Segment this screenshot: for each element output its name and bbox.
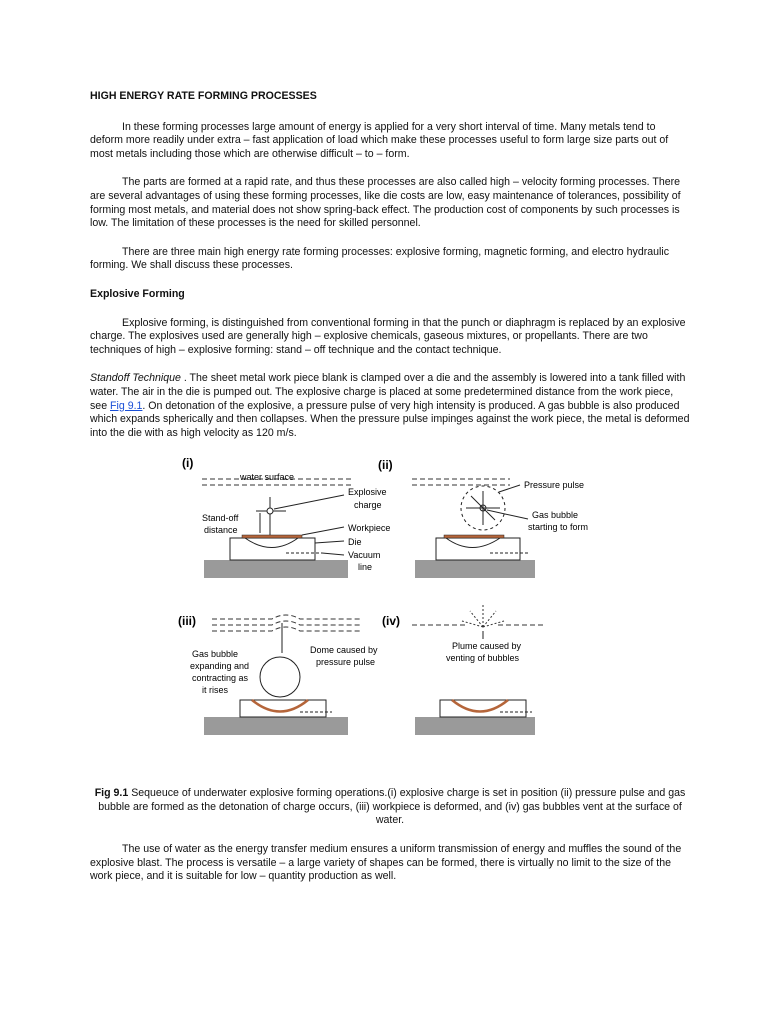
plume-label-2: venting of bubbles bbox=[446, 653, 520, 664]
leader-explosive bbox=[274, 495, 344, 509]
workpiece-label: Workpiece bbox=[348, 523, 391, 534]
die-label: Die bbox=[348, 537, 362, 548]
ground-i bbox=[204, 560, 348, 578]
intro-paragraph-3: There are three main high energy rate forming processes: explosive forming, magnetic forming, and electro hydraulic forming. We shall discuss these processes. bbox=[90, 245, 670, 272]
gb3-label-3: contracting as bbox=[192, 673, 249, 684]
figure-caption bbox=[90, 787, 690, 828]
panel-label-ii: (ii) bbox=[378, 458, 393, 473]
pulse-ray-5 bbox=[471, 496, 483, 508]
water-surface-label: water surface bbox=[240, 472, 295, 483]
ground-ii bbox=[415, 560, 535, 578]
plume-ray-2 bbox=[470, 611, 483, 627]
panel-label-i: (i) bbox=[182, 456, 194, 471]
standoff-paragraph bbox=[90, 372, 690, 440]
panel-label-iii: (iii) bbox=[178, 614, 196, 629]
dome-wave-c bbox=[212, 627, 362, 631]
fig-9-1-link[interactable]: Fig 9.1 bbox=[110, 399, 143, 412]
dome-label-1: Dome caused by bbox=[310, 645, 378, 656]
intro-paragraph-2: The parts are formed at a rapid rate, and thus these processes are also called high – velocity forming processes. There are several advantages of using these forming processes, like die costs are low, easy maintenance of tolerances, possibility of forming most metals, and material does not show spring-back effect. The production cost of components by such processes is low. The limitation of these processes is the need for skilled personnel. bbox=[90, 176, 681, 230]
plume-ray-3 bbox=[483, 611, 496, 627]
dome-label-2: pressure pulse bbox=[316, 657, 376, 668]
die-block-iv bbox=[440, 700, 526, 717]
standoff-term: Standoff Technique bbox=[90, 372, 181, 385]
standoff-label-2: distance bbox=[204, 525, 238, 536]
standoff-text-1: . The sheet metal work piece blank is clamped over a die and the assembly is lowered into a tank filled with water. The air in the die is pumped out. The explosive charge is placed at some predetermined distance from the work piece, see bbox=[90, 372, 686, 412]
section-heading: Explosive Forming bbox=[90, 287, 185, 300]
pulse-ray-6 bbox=[483, 508, 495, 520]
gb3-label-2: expanding and bbox=[190, 661, 250, 672]
leader-vacuum bbox=[322, 553, 344, 555]
gas-bubble-label-2: starting to form bbox=[528, 522, 589, 533]
dome-wave-a bbox=[212, 615, 362, 619]
gas-bubble-iii bbox=[260, 657, 300, 697]
figure-diagram bbox=[90, 455, 690, 787]
panel-label-iv: (iv) bbox=[382, 614, 400, 629]
gb3-label-1: Gas bubble bbox=[192, 649, 239, 660]
vacuum-label-2: line bbox=[358, 562, 373, 573]
pressure-pulse-label: Pressure pulse bbox=[524, 480, 585, 491]
ground-iii bbox=[204, 717, 348, 735]
plume-ray-5 bbox=[483, 621, 504, 627]
caption-text: Sequeuce of underwater explosive forming operations.(i) explosive charge is set in position (ii) pressure pulse and gas bubble are formed as the detonation of charge occurs, (iii) workpiece is deformed, and (iv) gas bubbles vent at the surface of water. bbox=[98, 787, 686, 827]
workpiece-ii bbox=[444, 535, 504, 538]
plume-label-1: Plume caused by bbox=[452, 641, 522, 652]
vacuum-label-1: Vacuum bbox=[348, 550, 381, 561]
explosive-charge-i bbox=[267, 508, 273, 514]
explosive-label-1: Explosive bbox=[348, 487, 387, 498]
standoff-text-2: . On detonation of the explosive, a pressure pulse of very high intensity is produced. A gas bubble is also produced which expands spherically and then collapses. When the pressure pulse impinges against the work piece, the metal is deformed into the die with as high velocity as 120 m/s. bbox=[90, 399, 690, 439]
workpiece-i bbox=[242, 535, 302, 538]
figure-9-1 bbox=[90, 455, 690, 787]
standoff-label-1: Stand-off bbox=[202, 513, 239, 524]
leader-die bbox=[315, 541, 344, 543]
leader-workpiece bbox=[302, 527, 344, 535]
caption-label: Fig 9.1 bbox=[94, 787, 129, 800]
leader-pressure-pulse bbox=[499, 485, 520, 492]
closing-paragraph: The use of water as the energy transfer medium ensures a uniform transmission of energy and muffles the sound of the explosive blast. The process is versatile – a large variety of shapes can be formed, there is virtually no limit to the size of the work piece, and it is suitable for low – quantity production as well. bbox=[90, 843, 682, 883]
die-block-i bbox=[230, 538, 315, 560]
ground-iv bbox=[415, 717, 535, 735]
gas-bubble-label-1: Gas bubble bbox=[532, 510, 579, 521]
document-title: HIGH ENERGY RATE FORMING PROCESSES bbox=[90, 90, 317, 102]
plume-ray-4 bbox=[462, 621, 483, 627]
intro-paragraph-1: In these forming processes large amount of energy is applied for a very short interval of time. Many metals tend to deform more readily under extra – fast application of load which make these processes useful to form large size parts out of most metals including those which are otherwise difficult – to – form. bbox=[90, 120, 669, 160]
explosive-label-2: charge bbox=[354, 500, 382, 511]
explosive-forming-paragraph: Explosive forming, is distinguished from conventional forming in that the punch or diaphragm is replaced by an explosive charge. The explosives used are generally high – explosive chemicals, gaseous mixtures, or propellants. There are two techniques of high – explosive forming: stand – off technique and the contact technique. bbox=[90, 316, 686, 356]
dome-wave-b bbox=[212, 621, 362, 625]
die-block-ii bbox=[436, 538, 520, 560]
die-block-iii bbox=[240, 700, 326, 717]
document-page bbox=[90, 90, 690, 899]
gb3-label-4: it rises bbox=[202, 685, 229, 696]
